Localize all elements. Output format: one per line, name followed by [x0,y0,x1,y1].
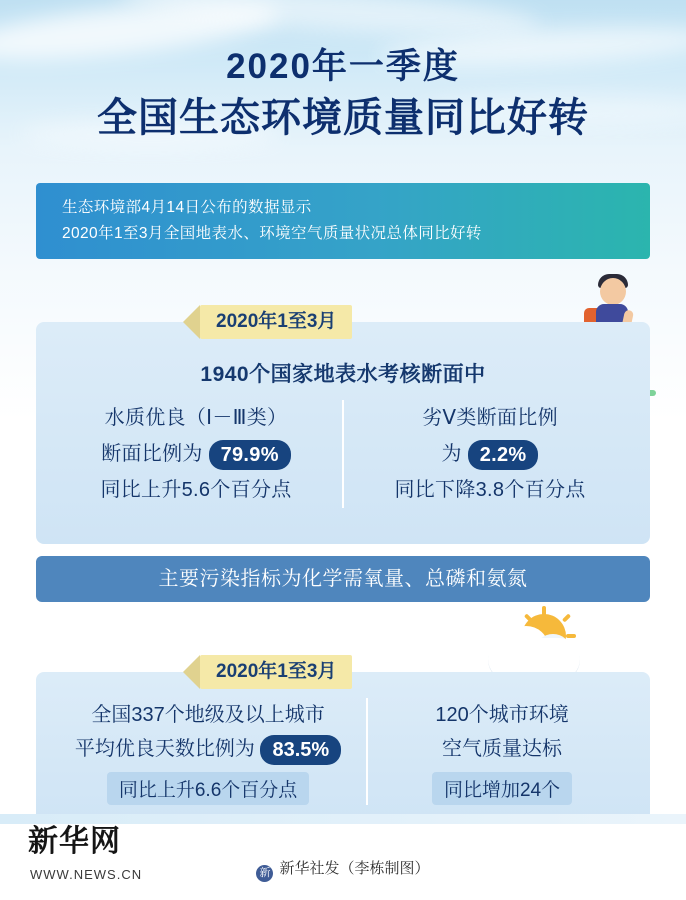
subtitle-line-2: 2020年1至3月全国地表水、环境空气质量状况总体同比好转 [62,225,482,242]
air-right-tag: 同比增加24个 [432,772,572,805]
water-inferior-v-value: 2.2% [468,440,539,470]
water-good-quality-column [50,400,342,508]
xinhua-emblem-icon: 新 [256,865,273,882]
credit-line [0,857,686,882]
water-card-heading: 1940个国家地表水考核断面中 [200,363,486,386]
water-left-line-2 [56,436,336,472]
xinhua-url: WWW.NEWS.CN [30,867,143,882]
water-quality-card [36,322,650,544]
air-right-line-1: 120个城市环境 [435,704,569,726]
air-left-tag: 同比上升6.6个百分点 [107,772,309,805]
water-good-quality-value: 79.9% [209,440,291,470]
water-right-line-2-prefix: 为 [441,443,462,465]
air-section-ribbon: 2020年1至3月 [200,655,352,689]
water-left-line-3: 同比上升5.6个百分点 [100,479,292,501]
air-left-line-2 [50,732,366,766]
credit-text: 新华社发（李栋制图） [279,860,430,877]
title-line-1: 2020年一季度 [226,47,460,86]
xinhua-logo: 新华网 [28,825,121,858]
air-card-columns [36,672,650,805]
page-title [0,44,686,146]
air-good-days-value: 83.5% [260,735,341,765]
water-card-columns [36,400,650,508]
pollutant-indicator-note: 主要污染指标为化学需氧量、总磷和氨氮 [36,556,650,602]
water-section-ribbon: 2020年1至3月 [200,305,352,339]
air-right-line-2: 空气质量达标 [442,738,563,760]
water-left-line-2-prefix: 断面比例为 [101,443,203,465]
footer [0,824,686,900]
water-right-line-2 [350,436,630,472]
air-left-line-1: 全国337个地级及以上城市 [91,704,325,726]
title-line-2: 全国生态环境质量同比好转 [97,96,589,140]
subtitle-band [36,183,650,259]
air-good-days-column [50,698,366,805]
air-left-line-2-prefix: 平均优良天数比例为 [74,738,255,760]
subtitle-line-1: 生态环境部4月14日公布的数据显示 [62,199,312,216]
water-right-line-1: 劣Ⅴ类断面比例 [422,407,558,429]
water-inferior-v-column [342,400,636,508]
air-compliant-cities-column [366,698,636,805]
water-right-line-3: 同比下降3.8个百分点 [394,479,586,501]
water-left-line-1: 水质优良（Ⅰ－Ⅲ类） [104,407,288,429]
air-quality-card [36,672,650,824]
